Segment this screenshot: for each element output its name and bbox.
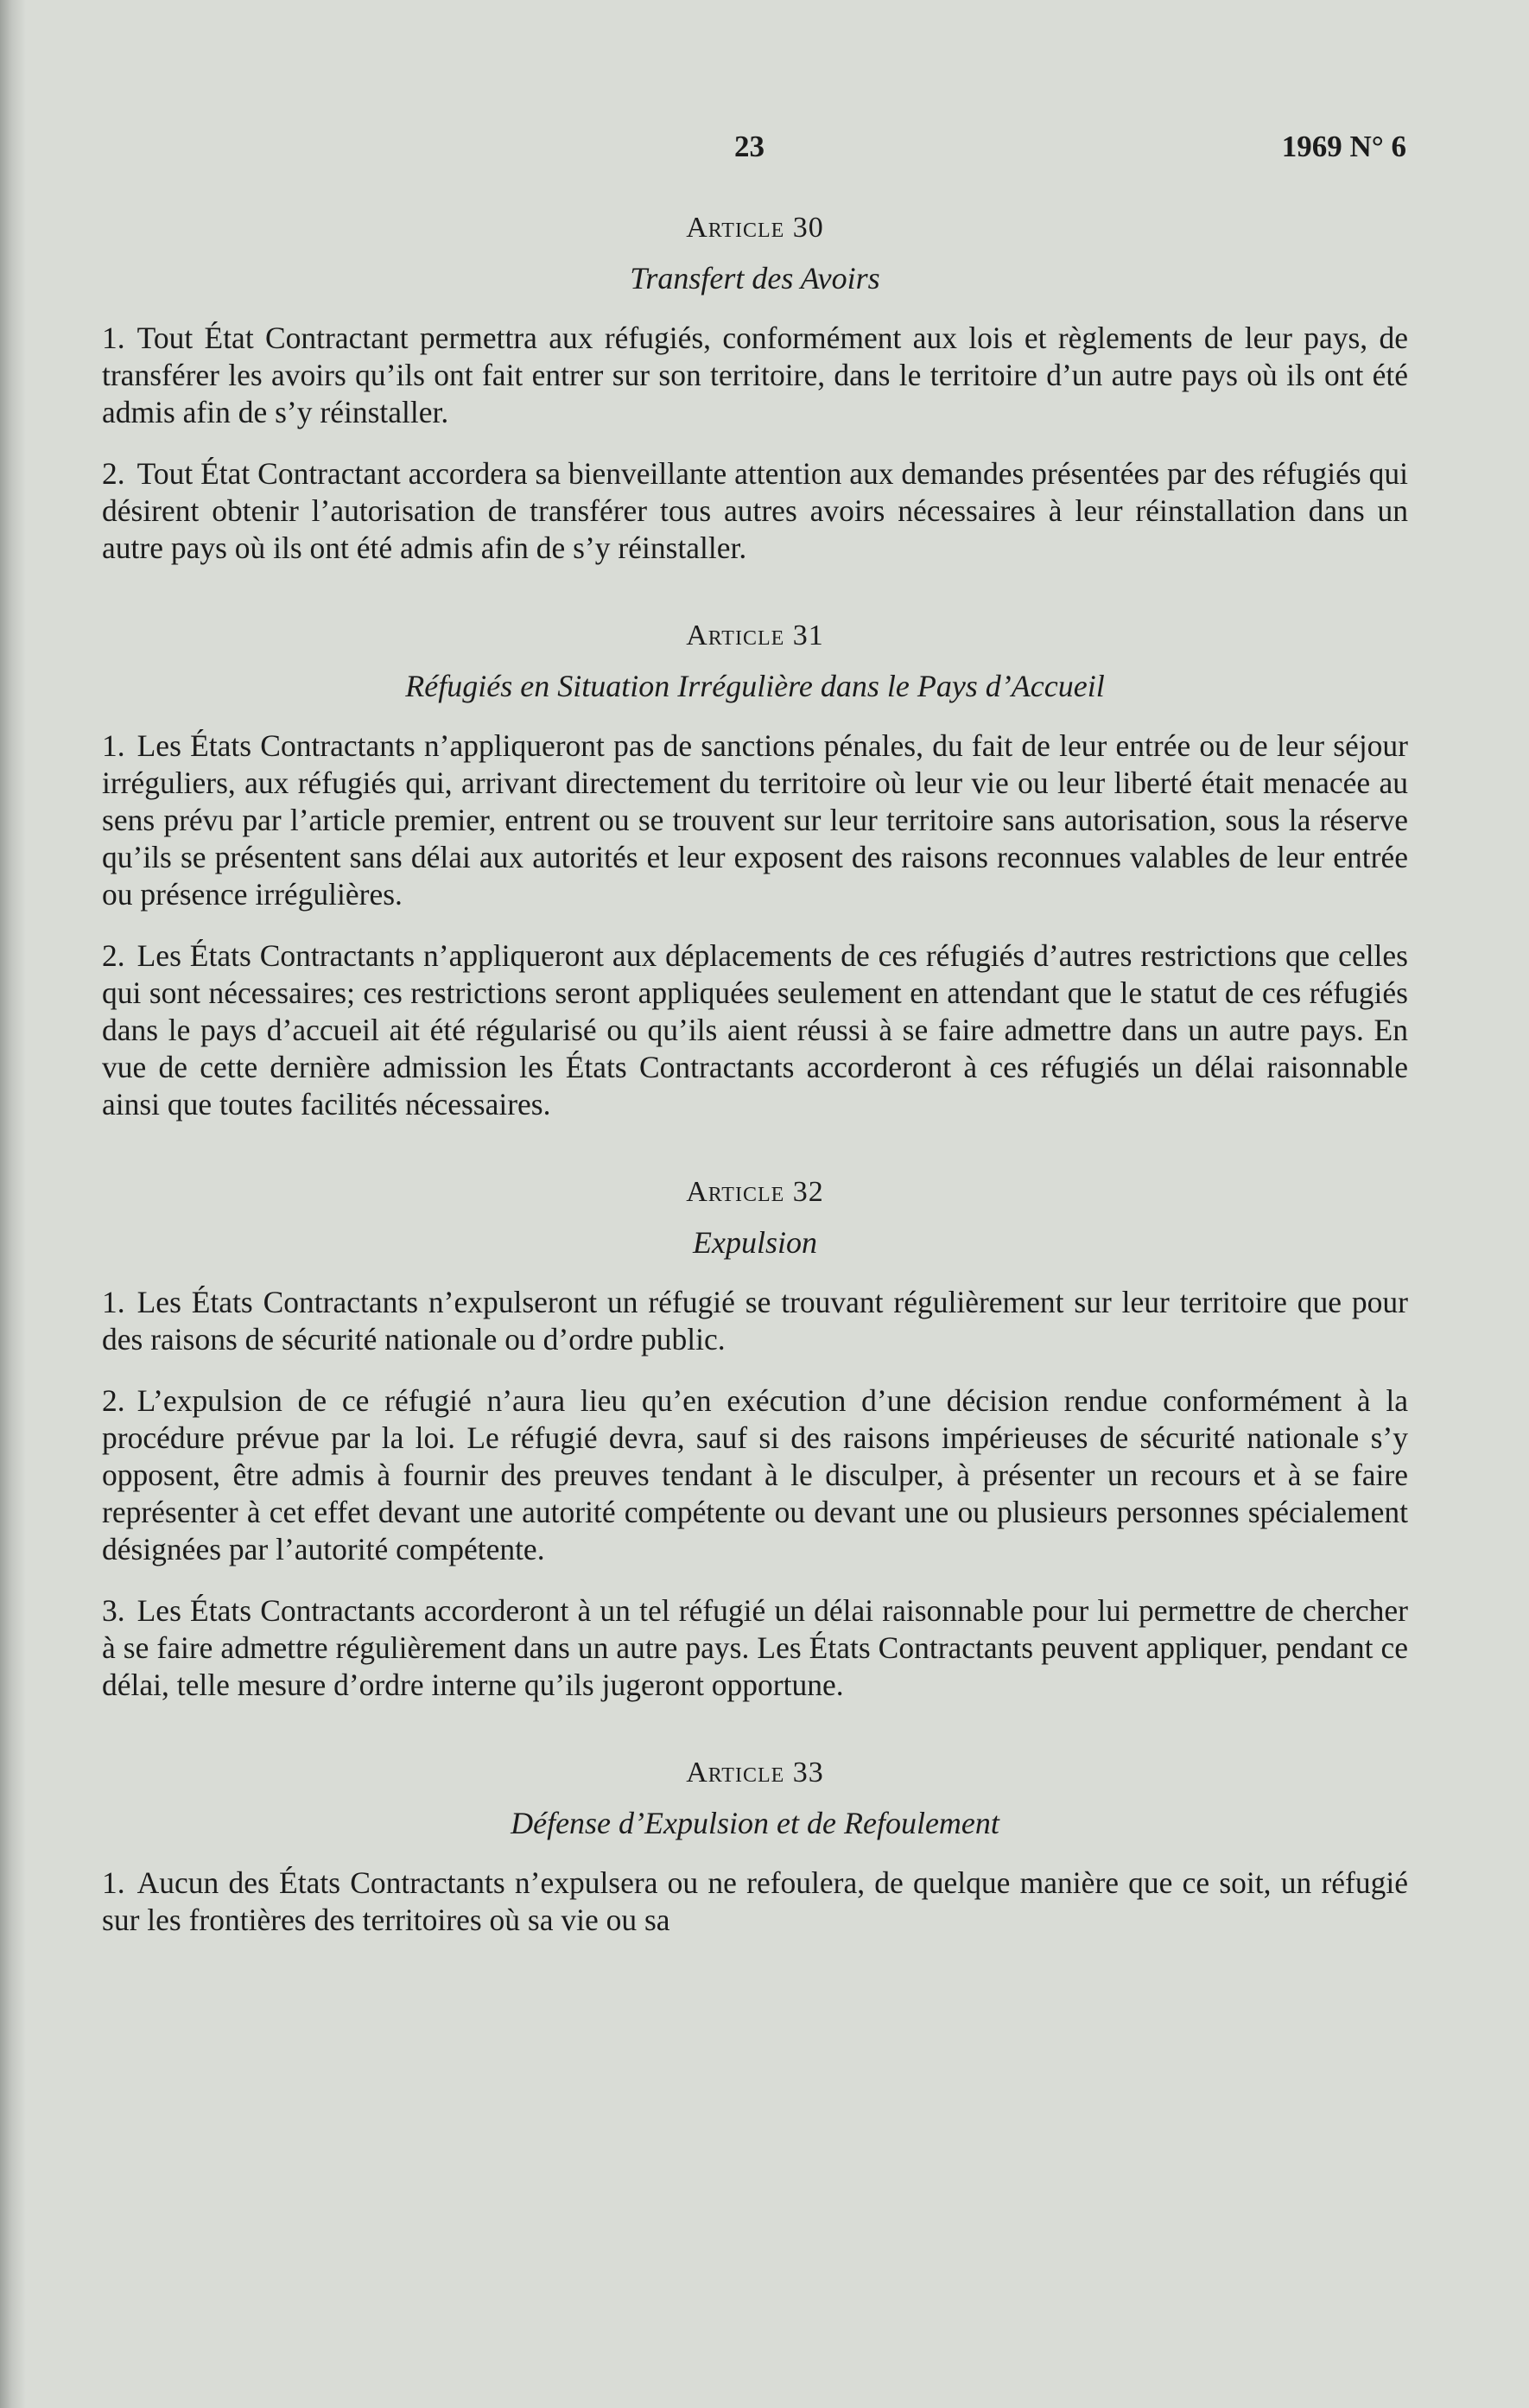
article-title: Expulsion: [693, 1225, 817, 1260]
paragraph-text: Tout État Contractant permettra aux réfugiés, conformément aux lois et règlements de leur pays, de transférer les avoirs qu’ils ont fait entrer sur son territoire, dans le territoire d’un autre pays où ils ont été admis afin de s’y réinstaller.: [102, 321, 1408, 429]
article-32: [102, 1173, 1408, 1704]
article-paragraph: [102, 937, 1408, 1123]
article-paragraph: [102, 455, 1408, 567]
paragraph-text: Les États Contractants accorderont à un tel réfugié un délai raisonnable pour lui permettre de chercher à se faire admettre régulièrement dans un autre pays. Les États Contractants peuvent appliquer, pendant ce délai, telle mesure d’ordre interne qu’ils jugeront opportune.: [102, 1593, 1408, 1702]
article-heading: Article 32: [686, 1176, 824, 1208]
article-paragraph: [102, 1284, 1408, 1358]
article-title: Réfugiés en Situation Irrégulière dans le Pays d’Accueil: [405, 669, 1105, 703]
paragraph-text: Les États Contractants n’appliqueront aux déplacements de ces réfugiés d’autres restrictions que celles qui sont nécessaires; ces restrictions seront appliquées seulement en attendant que le statut de ces réfugiés dans le pays d’accueil ait été régularisé ou qu’ils aient réussi à se faire admettre dans un autre pays. En vue de cette dernière admission les États Contractants accorderont à ces réfugiés un délai raisonnable ainsi que toutes facilités nécessaires.: [102, 938, 1408, 1121]
article-30: [102, 209, 1408, 567]
article-31: [102, 617, 1408, 1123]
paragraph-number: 1.: [102, 728, 125, 763]
article-33: [102, 1754, 1408, 1939]
paragraph-number: 3.: [102, 1593, 125, 1628]
paragraph-number: 1.: [102, 321, 125, 355]
paragraph-number: 2.: [102, 456, 125, 491]
paragraph-number: 1.: [102, 1285, 125, 1319]
paragraph-number: 2.: [102, 1383, 125, 1418]
article-paragraph: [102, 1382, 1408, 1568]
paragraph-number: 2.: [102, 938, 125, 973]
article-paragraph: [102, 1592, 1408, 1704]
paragraph-text: Les États Contractants n’appliqueront pas de sanctions pénales, du fait de leur entrée ou de leur séjour irréguliers, aux réfugiés qui, arrivant directement du territoire où leur vie ou leur liberté était menacée au sens prévu par l’article premier, entrent ou se trouvent sur leur territoire sans autorisation, sous la réserve qu’ils se présentent sans délai aux autorités et leur exposent des raisons reconnues valables de leur entrée ou présence irrégulières.: [102, 728, 1408, 912]
article-heading: Article 33: [686, 1757, 824, 1789]
document-body: [102, 209, 1408, 1963]
paragraph-text: Les États Contractants n’expulseront un réfugié se trouvant régulièrement sur leur territoire que pour des raisons de sécurité nationale ou d’ordre public.: [102, 1285, 1408, 1356]
paragraph-text: Tout État Contractant accordera sa bienveillante attention aux demandes présentées par des réfugiés qui désirent obtenir l’autorisation de transférer tous autres avoirs nécessaires à leur réinstallation dans un autre pays où ils ont été admis afin de s’y réinstaller.: [102, 456, 1408, 565]
article-heading: Article 31: [686, 619, 824, 651]
paragraph-text: L’expulsion de ce réfugié n’aura lieu qu’en exécution d’une décision rendue conformément à la procédure prévue par la loi. Le réfugié devra, sauf si des raisons impérieuses de sécurité nationale s’y opposent, être admis à fournir des preuves tendant à le disculper, à présenter un recours et à se faire représenter à cet effet devant une autorité compétente ou devant une ou plusieurs personnes spécialement désignées par l’autorité compétente.: [102, 1383, 1408, 1566]
document-reference: 1969 N° 6: [1281, 130, 1406, 163]
article-heading: Article 30: [686, 212, 824, 244]
paragraph-number: 1.: [102, 1865, 125, 1900]
page-header: [0, 130, 1529, 173]
article-paragraph: [102, 727, 1408, 913]
paragraph-text: Aucun des États Contractants n’expulsera ou ne refoulera, de quelque manière que ce soit, un réfugié sur les frontières des territoires où sa vie ou sa: [102, 1865, 1408, 1937]
article-paragraph: [102, 1865, 1408, 1939]
page-number: 23: [734, 130, 764, 163]
article-title: Transfert des Avoirs: [630, 261, 880, 295]
article-paragraph: [102, 320, 1408, 431]
article-title: Défense d’Expulsion et de Refoulement: [511, 1806, 999, 1840]
